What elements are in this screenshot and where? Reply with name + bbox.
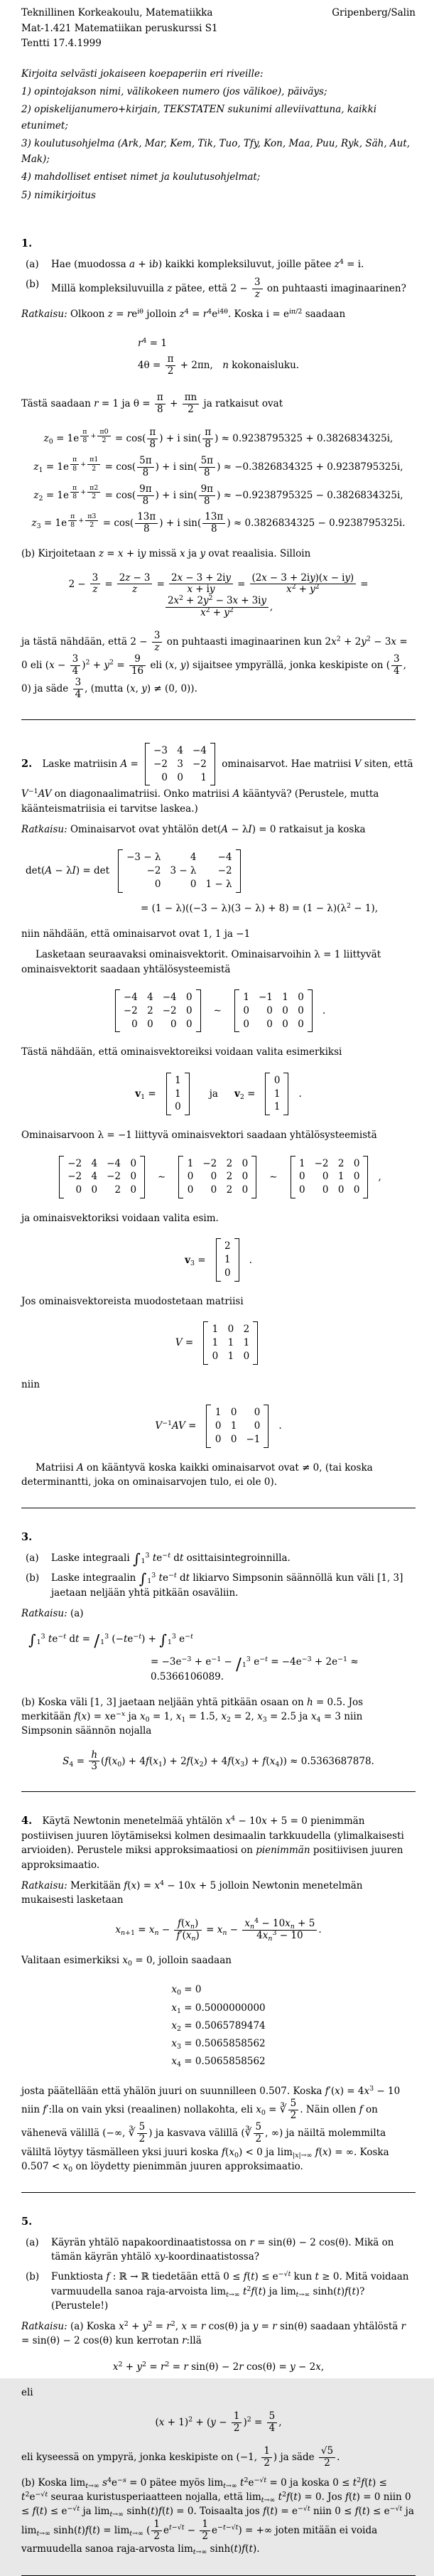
part-label: (a) [26, 1552, 39, 1565]
section-divider [21, 2192, 416, 2193]
part-label: (b) [26, 2271, 40, 2283]
problem-part [21, 257, 416, 272]
equation-punctuation: . [298, 1088, 302, 1100]
matrix-cell: −3 [153, 744, 168, 756]
matrix-bracket-right [308, 989, 313, 1033]
matrix-cell: 0 [161, 771, 168, 783]
matrix-cell: −1 [246, 1433, 261, 1445]
matrix-cell: −2 [217, 865, 232, 877]
matrix-cell: 1 [337, 1171, 345, 1183]
equation-line [55, 1154, 381, 1201]
equation-block [21, 2411, 416, 2435]
vector-label: $v_1$ = [135, 1088, 156, 1101]
matrix-cell: 2 [337, 1157, 345, 1169]
equation-punctuation: . [322, 1004, 326, 1016]
matrix-cell: 0 [242, 1157, 249, 1169]
matrix-cell: 4 [147, 991, 153, 1003]
matrix-bracket-left [216, 1238, 221, 1282]
matrix-bracket-left [234, 989, 239, 1033]
solution-paragraph: Tästä nähdään, että ominaisvektoreiksi voidaan valita esimerkiksi [21, 1046, 342, 1058]
problem-3-section [21, 1530, 416, 1773]
matrix-cell: 0 [230, 1433, 237, 1445]
matrix-cell: 3 [177, 758, 183, 770]
matrix [145, 743, 215, 786]
matrix-cell: −4 [123, 991, 138, 1003]
solution-paragraph: Matriisi A on kääntyvä koska kaikki ominaisarvot ovat ≠ 0, (tai koska determinantti, joka on ominaisarvojen tulo, ei ole 0). [21, 1461, 373, 1488]
tilde-separator: ∼ [158, 1171, 166, 1183]
solution-paragraph: Ratkaisu: Merkitään $f(x) = x^4 - 10x + 5$ jolloin Newtonin menetelmän mukaisesti lasketaan [21, 1879, 363, 1906]
matrix-cell: −2 [107, 1171, 121, 1183]
tilde-separator: ∼ [269, 1171, 278, 1183]
part-label: (b) [26, 1572, 40, 1584]
matrix [206, 1405, 268, 1448]
matrix-cell: 2 [147, 1004, 153, 1016]
course-line: Mat-1.421 Matematiikan peruskurssi S1 [21, 22, 218, 34]
problem-5-section [21, 2214, 416, 2557]
part-text: Millä kompleksiluvuilla z pätee, että 2 − $\frac{3}{z}$ on puhtaasti imaginaarinen? [51, 276, 406, 300]
solution-paragraph: Ratkaisu: Olkoon $z = re^{i\theta}$ jolloin $z^4 = r^4e^{i4\theta}$. Koska $i = e^{i\pi/2}$ saadaan [21, 307, 346, 320]
matrix-bracket-right [251, 1156, 256, 1199]
equation-line: $z_2 = 1e$ $^{\frac{\pi}{8} + \frac{\pi 2}{2}}$ = cos( $\frac{9\pi}{8}$ ) + i sin( $\frac{9\pi}{8}$ ) ≈ −0.9238795325 − 0.3826834325i, [33, 483, 403, 507]
equation-line: 2 − $\frac{3}{z}$ = $\frac{2z - 3}{z}$ = $\frac{2x - 3 + 2iy}{x + iy}$ = $\frac{(2x - 3 + 2iy)(x - iy)}{x^2 + y^2}$ = $\frac{2x^2 + 2y^2 - 3x + 3iy}{x^2 + y^2}$ , [68, 571, 369, 619]
solution-paragraph: Ominaisarvoon λ = −1 liittyvä ominaisvektori saadaan yhtälösysteemistä [21, 1129, 377, 1142]
matrix-cell: 3 − λ [170, 865, 197, 877]
matrix-cell: 0 [266, 1018, 273, 1030]
instruction-item: 2) opiskelijanumero+kirjain, TEKSTATEN sukunimi alleviivattuna, kaikki etunimet; [21, 104, 377, 132]
equation-punctuation: . [278, 1420, 282, 1432]
matrix-cell: 1 [243, 1337, 250, 1349]
matrix-bracket-left [59, 1156, 64, 1199]
problem-statement [21, 741, 416, 816]
matrix-cell: −2 [67, 1171, 82, 1183]
iteration-line: $x_2 = 0.5065789474$ [171, 2019, 266, 2033]
matrix-cell: 2 [226, 1171, 233, 1183]
iteration-line: $x_0 = 0$ [171, 1984, 202, 1997]
matrix [118, 849, 240, 893]
matrix-cell: 4 [190, 852, 197, 864]
matrix-cell: 2 [114, 1184, 121, 1196]
matrix-cell: 0 [215, 1433, 222, 1445]
equation-block [21, 1237, 416, 1283]
matrix-cell: 1 [187, 1157, 194, 1169]
matrix-cell: −2 [202, 1157, 217, 1169]
matrix-cell: −4 [162, 991, 177, 1003]
matrix-cell: 0 [273, 1074, 281, 1086]
equation-line: = $-3e^{-3} + e^{-1} - /_1^3$ $e^{-t} = -4e^{-3} + 2e^{-1} \approx 0.5366106089$. [151, 1655, 359, 1683]
problem-part [21, 277, 416, 301]
matrix [265, 1073, 288, 1116]
matrix-cell: 1 [175, 1088, 181, 1100]
matrix-bracket-right [185, 1073, 190, 1116]
matrix-cell: 0 [243, 1018, 249, 1030]
solution-paragraph: (b) Koska $\lim_{t\to\infty} s^4e^{-s} = 0$ pätee myös $\lim_{t\to\infty} t^2e^{-√t} = 0$ ja koska $0 \le t^2f(t) \le t^2e^{-√t}$ seuraa kuristusperiaatteen nojalla, että $\lim_{t\to\infty} t^2f(t) = 0$. Jos f(t) = 0 niin $0 \le f(t) \le e^{-√t}$ ja $\lim_{t\to\infty} \sinh(t)f(t) = 0$. Toisaalta jos $f(t) = e^{-√t}$ niin $0 \le f(t) \le e^{-√t}$ ja $\lim_{t\to\infty} \sinh(t)f(t) = \lim_{t\to\infty}$ ( $\frac{1}{2}$ $e^{t-√t}$ − $\frac{1}{2}$ $e^{-t-√t}$) = +∞ joten mitään ei voida varmuudella sanoa raja-arvosta $\lim_{t\to\infty} \sinh(t)f(t)$. [21, 2476, 414, 2557]
equation-line [21, 848, 416, 894]
solution-paragraph: Valitaan esimerkiksi $x_0 = 0$, jolloin saadaan [21, 1955, 232, 1968]
matrix-cell: 0 [187, 1171, 194, 1183]
equation-block [21, 573, 416, 620]
matrix-bracket-right [363, 1156, 368, 1199]
matrix-cell: 0 [298, 1018, 304, 1030]
matrix-cell: 0 [190, 878, 197, 890]
matrix-cell: 0 [243, 1004, 249, 1016]
equation-line: $x_{n+1} = x_n$ − $\frac{f(x_n)}{f'(x_n)}$ = $x_n$ − $\frac{x_n^4 - 10x_n + 5}{4x_n^3 - 10}$ . [115, 1917, 322, 1943]
matrix-cell: −2 [123, 1004, 138, 1016]
exam-header [21, 6, 416, 52]
instruction-item: 1) opintojakson nimi, välikokeen numero (jos välikoe), päiväys; [21, 86, 327, 98]
part-label: (a) [26, 258, 39, 270]
matrix-cell: 0 [175, 1101, 181, 1113]
matrix-cell: 0 [147, 1018, 153, 1030]
problem-number: 4. [21, 1815, 33, 1828]
equation-block [21, 1320, 416, 1366]
matrix [166, 1073, 190, 1116]
matrix-cell: 1 [227, 1351, 234, 1363]
matrix-cell: 1 [273, 1101, 281, 1113]
part-text: Funktiosta f : ℝ → ℝ tiedetään että $0 \le f(t) \le e^{-√t}$ kun t ≥ 0. Mitä voidaan varmuudella sanoa raja-arvoista $\lim_{t\to\infty} t^2f(t)$ ja $\lim_{t\to\infty} \sinh(t)f(t)$? (Perustele!) [51, 2270, 409, 2312]
solution-paragraph: josta päätellään että yhälön juuri on suunnilleen 0.507. Koska $f'(x) = 4x^3 - 10$ niin f′:lla on vain yksi (reaalinen) nollakohta, eli $x_0$ = ∛ $\frac{5}{2}$ . Näin ollen f on vähenevä välillä (−∞, ∛ $\frac{5}{2}$ ) ja kasvava välillä (∛ $\frac{5}{2}$ , ∞) ja näiltä molemmilta väliltä löytyy täsmälleen yksi juuri koska $f(x_0) < 0$ ja $\lim_{|x|\to\infty} f(x)$ = ∞. Koska $0.507 < x_0$ on löydetty pienimmän juuren approksimaatio. [21, 2084, 401, 2174]
problem-part [21, 2236, 416, 2265]
matrix-bracket-left [206, 1405, 211, 1448]
equation-block [21, 1632, 416, 1684]
matrix-cell: 0 [210, 1171, 217, 1183]
equation-line: $r^4 = 1$ [137, 336, 167, 349]
part-text: Hae (muodossa a + ib) kaikki kompleksiluvut, joille pätee $z^4 = i$. [51, 257, 364, 270]
matrix-cell: 0 [242, 1171, 249, 1183]
equation-line [135, 1071, 302, 1117]
matrix-cell: 0 [186, 991, 192, 1003]
matrix-bracket-left [265, 1073, 270, 1116]
equation-block [21, 988, 416, 1034]
matrix [234, 989, 313, 1033]
equation-line: $x^2 + y^2 = r^2 = r$ sin(θ) − 2r cos(θ) = y − 2x, [112, 2360, 325, 2373]
equation-block [21, 848, 416, 916]
tilde-separator: ∼ [213, 1004, 222, 1016]
equation-block [21, 1750, 416, 1773]
matrix-cell: −4 [192, 744, 207, 756]
equation-line: $(x + 1)^2 + (y$ − $\frac{1}{2}$ )$^2$ = $\frac{5}{4}$ , [155, 2410, 282, 2435]
matrix-cell: 4 [91, 1157, 98, 1169]
statement-text: Laske matriisin A = [42, 758, 139, 770]
equation-line: $z_1 = 1e$ $^{\frac{\pi}{8} + \frac{\pi 1}{2}}$ = cos( $\frac{5\pi}{8}$ ) + i sin( $\frac{5\pi}{8}$ ) ≈ −0.3826834325 + 0.9238795325i, [33, 454, 403, 478]
matrix-cell: 0 [254, 1420, 261, 1432]
problem-number: 5. [21, 2216, 33, 2228]
solution-paragraph: Ratkaisu: Ominaisarvot ovat yhtälön det(A − λI) = 0 ratkaisut ja koska [21, 823, 366, 835]
equation-line: $S_4$ = $\frac{h}{3}$ $(f(x_0) + 4f(x_1) + 2f(x_2) + 4f(x_3) + f(x_4)) \approx 0.5363687878$. [63, 1749, 374, 1773]
matrix-cell: 0 [227, 1324, 234, 1336]
solution-paragraph: Ratkaisu: (a) [21, 1607, 84, 1619]
matrix-cell: 0 [282, 1004, 288, 1016]
problem-4-section [21, 1813, 416, 2174]
matrix-cell: −2 [146, 865, 161, 877]
matrix-cell: −4 [217, 852, 232, 864]
matrix [216, 1238, 239, 1282]
matrix-cell: 0 [131, 1018, 138, 1030]
part-text: Laske integraalin $\int_1^3$ $te^{-t}$ dt likiarvo Simpsonin säännöllä kun väli [1, 3] jaetaan neljään yhtä pitkään osaväliin. [51, 1569, 403, 1599]
matrix-cell: 1 [212, 1324, 219, 1336]
matrix-bracket-left [115, 989, 120, 1033]
problem-number: 2. [21, 757, 33, 770]
equation-line [175, 1320, 261, 1366]
problem-1-section [21, 236, 416, 701]
matrix-cell: 2 [224, 1240, 231, 1252]
part-text: Käyrän yhtälö napakoordinaatistossa on r = sin(θ) − 2 cos(θ). Mikä on tämän käyrän yhtälö xy-koordinaatistossa? [51, 2236, 394, 2263]
matrix-bracket-left [178, 1156, 183, 1199]
iteration-line: $x_4 = 0.5065858562$ [171, 2056, 266, 2069]
matrix-cell: 0 [353, 1157, 360, 1169]
matrix-cell: 0 [154, 878, 161, 890]
matrix-cell: 0 [186, 1004, 192, 1016]
matrix-cell: 1 [282, 991, 288, 1003]
matrix-cell: 1 [227, 1337, 234, 1349]
matrix-cell: 0 [282, 1018, 288, 1030]
matrix-bracket-left [291, 1156, 295, 1199]
matrix-bracket-right [140, 1156, 145, 1199]
matrix-bracket-right [234, 1238, 239, 1282]
equation-block [21, 333, 416, 381]
matrix-cell: 4 [177, 744, 183, 756]
part-label: (a) [26, 2236, 39, 2248]
equation-block [21, 1071, 416, 1117]
matrix-cell: 0 [322, 1171, 329, 1183]
matrix-cell: −2 [153, 758, 168, 770]
matrix-cell: 1 [224, 1254, 231, 1266]
equation-punctuation: , [378, 1171, 381, 1183]
instructions-block [21, 66, 416, 203]
equation-line: $\int_1^3$ $te^{-t}$ dt = $/_1^3$ $(-te^{-t}) + \int_1^3$ $e^{-t}$ [28, 1631, 193, 1651]
matrix-bracket-right [283, 1073, 288, 1116]
solution-paragraph: (b) Koska väli [1, 3] jaetaan neljään yhtä pitkään osaan on h = 0.5. Jos merkitään $f(x) = xe^{-x}$ ja $x_0 = 1$, $x_1 = 1.5$, $x_2 = 2$, $x_3 = 2.5$ ja $x_4 = 3$ niin Simpsonin säännön nojalla [21, 1696, 364, 1737]
matrix-cell: 0 [243, 1351, 250, 1363]
equation-line: 4θ = $\frac{\pi}{2}$ + 2πn, n kokonaisluku. [137, 353, 300, 377]
matrix-cell: 0 [170, 1018, 177, 1030]
ja-word: ja [209, 1088, 218, 1100]
matrix-bracket-right [264, 1405, 268, 1448]
det-lhs: det(A − λI) = det [26, 865, 110, 877]
matrix-cell: 0 [186, 1018, 192, 1030]
equation-block [21, 1979, 416, 2072]
matrix-bracket-right [196, 989, 201, 1033]
matrix-bracket-left [166, 1073, 171, 1116]
solution-paragraph: eli [21, 2386, 33, 2398]
matrix-cell: 0 [177, 771, 183, 783]
examiners-line: Gripenberg/Salin [332, 7, 416, 18]
matrix-cell: 0 [224, 1267, 231, 1279]
statement-text: ominaisarvot. Hae matriisi V siten, että $V^{-1}AV$ on diagonaalimatriisi. Onko matriisi A kääntyvä? (Perustele, mutta käänteismatriisia ei tarvitse laskea.) [21, 758, 413, 815]
problem-part [21, 2270, 416, 2313]
statement-text: Käytä Newtonin menetelmää yhtälön $x^4 - 10x + 5 = 0$ pienimmän postiivisen juuren löytämiseksi kolmen desimaalin tarkkuudella (ylimalkaisesti arvioiden). Perustele miksi approksimaatiosi on pienimmän positiivisen juuren approksimaatio. [21, 1815, 404, 1871]
matrix-bracket-right [210, 743, 215, 786]
part-text: Laske integraali $\int_1^3$ $te^{-t}$ dt osittaisintegroinnilla. [51, 1550, 291, 1567]
matrix [59, 1156, 145, 1199]
iteration-line: $x_1 = 0.5000000000$ [171, 2002, 266, 2015]
problem-part [21, 1571, 416, 1600]
section-divider [21, 719, 416, 720]
matrix-cell: 0 [230, 1407, 237, 1419]
problem-2-section [21, 741, 416, 1490]
equation-line: $z_3 = 1e$ $^{\frac{\pi}{8} + \frac{\pi 3}{2}}$ = cos( $\frac{13\pi}{8}$ ) + i sin( $\frac{13\pi}{8}$ ) ≈ 0.3826834325 − 0.9238795325i. [31, 511, 406, 535]
matrix-label: V = [175, 1337, 194, 1349]
solution-paragraph: eli kyseessä on ympyrä, jonka keskipiste on (−1, $\frac{1}{2}$ ) ja säde $\frac{√5}{2}$ . [21, 2445, 340, 2469]
matrix-cell: 0 [130, 1157, 137, 1169]
vector-label: $v_2$ = [234, 1088, 256, 1101]
problem-number: 1. [21, 237, 33, 249]
equation-block [21, 427, 416, 535]
solution-paragraph: Tästä saadaan r = 1 ja θ = $\frac{\pi}{8}$ + $\frac{\pi n}{2}$ ja ratkaisut ovat [21, 392, 283, 416]
solution-paragraph: Ratkaisu: (a) Koska $x^2 + y^2 = r^2$, x = r cos(θ) ja y = r sin(θ) saadaan yhtälöstä r = sin(θ) − 2 cos(θ) kun kerrotan r:llä [21, 2319, 406, 2347]
matrix-cell: 0 [298, 991, 304, 1003]
matrix-cell: 1 [298, 1157, 305, 1169]
matrix-bracket-left [118, 849, 123, 893]
matrix-cell: 0 [353, 1171, 360, 1183]
matrix-cell: 0 [130, 1171, 137, 1183]
equation-block [21, 1154, 416, 1201]
matrix [203, 1321, 258, 1365]
matrix-cell: 0 [353, 1184, 360, 1196]
solution-paragraph: ja ominaisvektoriksi voidaan valita esim. [21, 1213, 219, 1225]
matrix-cell: −2 [67, 1157, 82, 1169]
matrix-cell: 0 [254, 1407, 261, 1419]
equation-line: $z_0 = 1e$ $^{\frac{\pi}{8} + \frac{\pi 0}{2}}$ = cos( $\frac{\pi}{8}$ ) + i sin( $\frac{\pi}{8}$ ) ≈ 0.9238795325 + 0.3826834325i, [43, 426, 394, 450]
solution-paragraph: Jos ominaisvektoreista muodostetaan matriisi [21, 1296, 244, 1308]
vector-label: $v_3$ = [185, 1254, 206, 1267]
equation-block [21, 2360, 416, 2374]
matrix-cell: 0 [212, 1351, 219, 1363]
solution-paragraph: (b) Kirjoitetaan z = x + iy missä x ja y ovat reaalisia. Silloin [21, 548, 311, 560]
matrix-bracket-left [203, 1321, 208, 1365]
matrix-cell: 2 [243, 1324, 250, 1336]
matrix-bracket-right [253, 1321, 258, 1365]
matrix-cell: 0 [298, 1171, 305, 1183]
solution-paragraph: niin [21, 1378, 40, 1390]
matrix-cell: 0 [215, 1420, 222, 1432]
solution-paragraph: ja tästä nähdään, että 2 − $\frac{3}{z}$ on puhtaasti imaginaarinen kun $2x^2 + 2y^2 - 3x = 0$ eli (x − $\frac{3}{4}$ )$^2 + y^2$ = $\frac{9}{16}$ eli (x, y) sijaitsee ympyrällä, jonka keskipiste on ( $\frac{3}{4}$ , 0) ja säde $\frac{3}{4}$ , (mutta (x, y) ≠ (0, 0)). [21, 630, 408, 700]
solution-paragraph: Lasketaan seuraavaksi ominaisvektorit. Ominaisarvoihin λ = 1 liittyvät ominaisvektorit saadaan yhtälösysteemistä [21, 949, 381, 975]
matrix-cell: 0 [298, 1004, 304, 1016]
matrix-cell: 0 [210, 1184, 217, 1196]
part-label: (b) [26, 278, 40, 290]
matrix-cell: 0 [242, 1184, 249, 1196]
matrix-bracket-left [145, 743, 150, 786]
equation-block [21, 1403, 416, 1449]
matrix-cell: 1 [230, 1420, 237, 1432]
section-divider [21, 1791, 416, 1792]
problem-number: 3. [21, 1531, 33, 1544]
matrix-cell: 0 [322, 1184, 329, 1196]
equation-line [185, 1237, 252, 1283]
matrix-cell: 1 [200, 771, 207, 783]
matrix-cell: 1 [215, 1407, 222, 1419]
solution-paragraph: niin nähdään, että ominaisarvot ovat 1, 1 ja −1 [21, 928, 251, 940]
matrix-cell: −2 [314, 1157, 329, 1169]
matrix-cell: 2 [226, 1157, 233, 1169]
matrix-cell: 0 [187, 1184, 194, 1196]
matrix-cell: 0 [266, 1004, 273, 1016]
matrix-cell: 1 [273, 1088, 281, 1100]
equation-punctuation: . [249, 1254, 252, 1266]
instruction-item: 4) mahdolliset entiset nimet ja koulutusohjelmat; [21, 171, 261, 183]
matrix-cell: 4 [91, 1171, 98, 1183]
instruction-item: 5) nimikirjoitus [21, 189, 96, 201]
matrix-bracket-right [236, 849, 241, 893]
matrix-cell: 1 [212, 1337, 219, 1349]
matrix-label: $V^{-1}AV$ = [155, 1420, 197, 1432]
matrix-cell: −2 [192, 758, 207, 770]
institution-line: Teknillinen Korkeakoulu, Matematiikka [21, 7, 213, 18]
matrix-cell: 0 [91, 1184, 98, 1196]
instruction-item: 3) koulutusohjelma (Ark, Mar, Kem, Tik, Tuo, Tfy, Kon, Maa, Puu, Ryk, Säh, Aut, Mak); [21, 137, 411, 166]
iteration-line: $x_3 = 0.5065858562$ [171, 2038, 266, 2051]
equation-line [155, 1403, 281, 1449]
matrix-cell: 0 [130, 1184, 137, 1196]
matrix-cell: 1 [243, 991, 249, 1003]
matrix-cell: 1 [175, 1074, 181, 1086]
matrix-cell: 2 [226, 1184, 233, 1196]
equation-line: = $(1 - \lambda)((-3 - \lambda)(3 - \lambda) + 8) = (1 - \lambda)(\lambda^2 - 1)$, [141, 901, 379, 914]
problem-statement [21, 1813, 416, 1872]
matrix-cell: 1 − λ [205, 878, 232, 890]
matrix-cell: 0 [75, 1184, 82, 1196]
matrix-cell: −3 − λ [126, 852, 161, 864]
matrix [291, 1156, 369, 1199]
instruction-intro: Kirjoita selvästi jokaiseen koepaperiin eri riveille: [21, 68, 264, 80]
matrix-cell: 0 [337, 1184, 345, 1196]
equation-line [112, 988, 325, 1034]
problem-part [21, 1551, 416, 1565]
equation-block [21, 1918, 416, 1942]
matrix [115, 989, 201, 1033]
matrix-cell: −2 [162, 1004, 177, 1016]
matrix [178, 1156, 256, 1199]
matrix-cell: −4 [107, 1157, 121, 1169]
exam-date-line: Tentti 17.4.1999 [21, 38, 102, 50]
matrix-cell: −1 [258, 991, 273, 1003]
matrix-cell: 0 [298, 1184, 305, 1196]
